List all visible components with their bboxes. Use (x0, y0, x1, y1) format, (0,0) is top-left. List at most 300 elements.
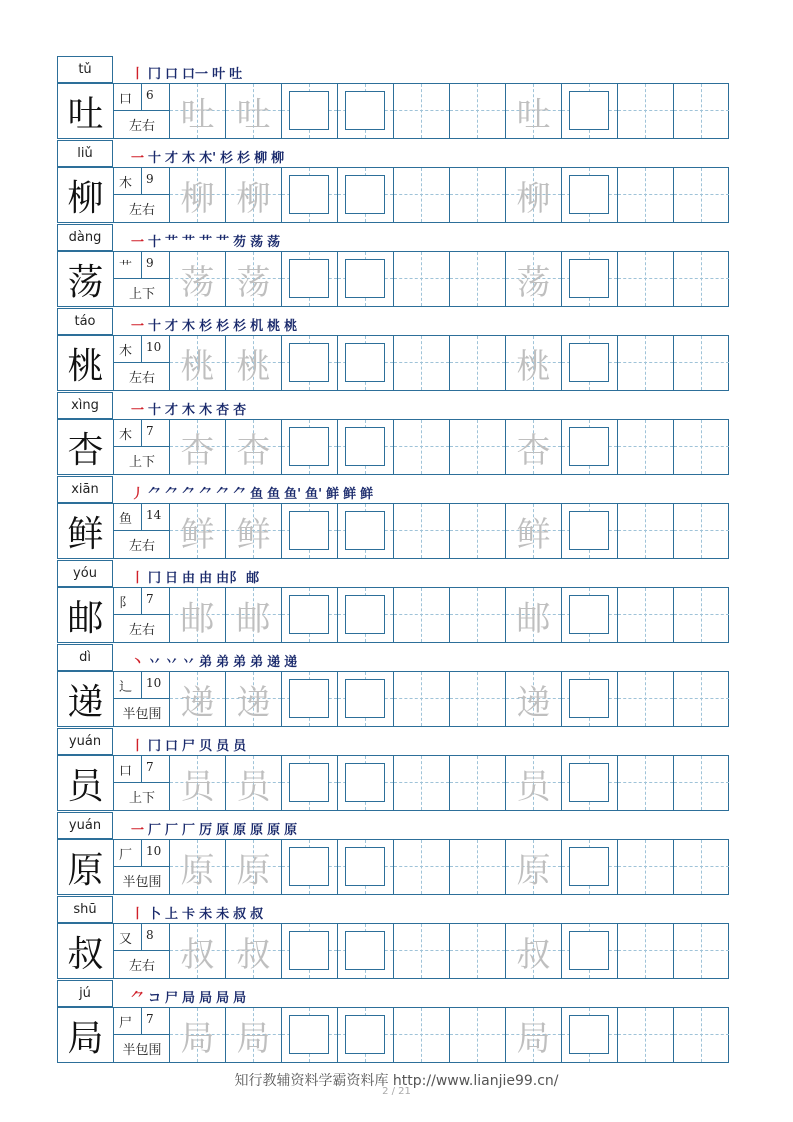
practice-cell[interactable] (618, 420, 674, 474)
practice-cell[interactable] (562, 588, 618, 642)
trace-cell[interactable] (170, 504, 226, 558)
practice-cell[interactable] (562, 168, 618, 222)
structure-label: 半包围 (122, 875, 162, 890)
character-info (114, 168, 170, 222)
stroke-order-sequence (131, 564, 263, 586)
trace-character: 桃 (180, 346, 215, 387)
practice-cell[interactable] (282, 84, 338, 138)
trace-character: 叔 (516, 934, 551, 975)
trace-cell[interactable] (506, 588, 562, 642)
trace-cell[interactable] (506, 84, 562, 138)
practice-cell[interactable] (338, 672, 394, 726)
practice-cell[interactable] (674, 420, 730, 474)
trace-character: 吐 (180, 94, 215, 135)
practice-cell[interactable] (282, 840, 338, 894)
inner-square-guide (569, 931, 609, 970)
stroke-order-sequence (131, 312, 301, 334)
trace-cell[interactable] (226, 924, 282, 978)
trace-character: 邮 (516, 598, 551, 639)
practice-cell[interactable] (394, 336, 450, 390)
trace-character: 递 (180, 682, 215, 723)
trace-character: 叔 (180, 934, 215, 975)
structure-label: 上下 (128, 287, 155, 302)
stroke-step: 艹 (199, 235, 213, 250)
stroke-step: 柳 (254, 151, 268, 166)
inner-square-guide (289, 931, 329, 970)
writing-grid (57, 335, 729, 391)
trace-cell[interactable] (506, 168, 562, 222)
inner-square-guide (569, 763, 609, 802)
trace-cell[interactable] (226, 672, 282, 726)
trace-character: 原 (236, 850, 271, 891)
pinyin-label: yuán (57, 812, 113, 839)
character-row (57, 560, 729, 644)
stroke-step: 十 (148, 235, 162, 250)
stroke-count: 7 (146, 424, 154, 438)
practice-cell[interactable] (618, 504, 674, 558)
practice-cell[interactable] (282, 756, 338, 810)
practice-cell[interactable] (674, 924, 730, 978)
radical: 木 (119, 176, 133, 191)
character-info (114, 504, 170, 558)
radical: 口 (119, 764, 133, 779)
inner-square-guide (345, 847, 385, 886)
practice-cell[interactable] (450, 84, 506, 138)
practice-cell[interactable] (562, 1008, 618, 1062)
stroke-step: 杉 (220, 151, 234, 166)
radical: 厂 (119, 848, 133, 863)
pinyin-label: liǔ (57, 140, 113, 167)
practice-cell[interactable] (618, 672, 674, 726)
trace-cell[interactable] (170, 84, 226, 138)
stroke-step: 局 (182, 991, 196, 1006)
practice-cell[interactable] (394, 924, 450, 978)
practice-cell[interactable] (338, 252, 394, 306)
stroke-step: 叔 (233, 907, 247, 922)
practice-cell[interactable] (394, 420, 450, 474)
practice-cell[interactable] (282, 588, 338, 642)
practice-cell[interactable] (562, 336, 618, 390)
character-row (57, 140, 729, 224)
practice-cell[interactable] (674, 168, 730, 222)
stroke-step: 鱼' (305, 487, 323, 502)
stroke-step: 由 (182, 571, 196, 586)
trace-character: 邮 (180, 598, 215, 639)
inner-square-guide (569, 595, 609, 634)
inner-square-guide (289, 1015, 329, 1054)
practice-sheet (57, 56, 729, 1064)
structure-label: 左右 (128, 119, 155, 134)
structure-label: 左右 (128, 623, 155, 638)
stroke-step: 口 (165, 67, 179, 82)
stroke-order-sequence (131, 984, 250, 1006)
stroke-step: 未 (216, 907, 230, 922)
inner-square-guide (345, 763, 385, 802)
stroke-step: 荡 (267, 235, 281, 250)
practice-cell[interactable] (394, 168, 450, 222)
stroke-step: 才 (165, 403, 179, 418)
inner-square-guide (345, 427, 385, 466)
practice-cell[interactable] (562, 924, 618, 978)
stroke-step: 弟 (216, 655, 230, 670)
inner-square-guide (569, 847, 609, 886)
stroke-step: ⺈ (199, 487, 213, 502)
stroke-step: 木 (182, 319, 196, 334)
stroke-step: 桃 (284, 319, 298, 334)
stroke-step: 口 (165, 739, 179, 754)
inner-square-guide (345, 1015, 385, 1054)
practice-cell[interactable] (618, 1008, 674, 1062)
pinyin-label: dàng (57, 224, 113, 251)
stroke-step: 由 (199, 571, 213, 586)
pinyin-label: xìng (57, 392, 113, 419)
model-character: 递 (58, 672, 114, 726)
practice-cell[interactable] (338, 84, 394, 138)
trace-character: 荡 (516, 262, 551, 303)
stroke-step: 卜 (148, 907, 162, 922)
inner-square-guide (289, 511, 329, 550)
stroke-step: 员 (233, 739, 247, 754)
pinyin-label: tǔ (57, 56, 113, 83)
trace-character: 荡 (236, 262, 271, 303)
stroke-step: 丨 (131, 67, 145, 82)
stroke-step: 厂 (148, 823, 162, 838)
stroke-step: ⺈ (233, 487, 247, 502)
trace-character: 杏 (236, 430, 271, 471)
stroke-step: ⺈ (148, 487, 162, 502)
practice-cell[interactable] (394, 672, 450, 726)
practice-cell[interactable] (618, 840, 674, 894)
inner-square-guide (345, 175, 385, 214)
practice-cell[interactable] (338, 504, 394, 558)
stroke-count: 7 (146, 592, 154, 606)
practice-cell[interactable] (450, 924, 506, 978)
trace-character: 桃 (236, 346, 271, 387)
trace-cell[interactable] (226, 504, 282, 558)
stroke-step: 丶 (131, 655, 145, 670)
stroke-step: 木' (199, 151, 217, 166)
stroke-step: 鲜 (360, 487, 374, 502)
writing-grid (57, 671, 729, 727)
practice-cell[interactable] (618, 588, 674, 642)
stroke-step: 十 (148, 403, 162, 418)
trace-cell[interactable] (506, 504, 562, 558)
inner-square-guide (569, 343, 609, 382)
trace-cell[interactable] (170, 252, 226, 306)
stroke-order-sequence (131, 900, 267, 922)
character-info (114, 756, 170, 810)
stroke-step: 一 (131, 823, 145, 838)
practice-cell[interactable] (450, 252, 506, 306)
trace-character: 鲜 (236, 514, 271, 555)
trace-cell[interactable] (506, 1008, 562, 1062)
trace-character: 局 (180, 1018, 215, 1059)
model-character: 鲜 (58, 504, 114, 558)
trace-character: 邮 (236, 598, 271, 639)
trace-cell[interactable] (226, 840, 282, 894)
stroke-step: 柳 (271, 151, 285, 166)
stroke-step: 木 (182, 151, 196, 166)
trace-cell[interactable] (226, 756, 282, 810)
trace-character: 递 (236, 682, 271, 723)
stroke-step: 原 (267, 823, 281, 838)
practice-cell[interactable] (394, 588, 450, 642)
trace-cell[interactable] (226, 588, 282, 642)
stroke-step: 原 (216, 823, 230, 838)
practice-cell[interactable] (338, 588, 394, 642)
practice-cell[interactable] (282, 252, 338, 306)
stroke-step: 厂 (182, 823, 196, 838)
practice-cell[interactable] (618, 252, 674, 306)
inner-square-guide (289, 679, 329, 718)
stroke-step: 员 (216, 739, 230, 754)
inner-square-guide (569, 1015, 609, 1054)
practice-cell[interactable] (394, 504, 450, 558)
practice-cell[interactable] (282, 420, 338, 474)
trace-cell[interactable] (506, 924, 562, 978)
inner-square-guide (289, 343, 329, 382)
stroke-step: 鲜 (326, 487, 340, 502)
trace-character: 柳 (516, 178, 551, 219)
stroke-step: 贝 (199, 739, 213, 754)
stroke-step: 木 (182, 403, 196, 418)
pinyin-label: táo (57, 308, 113, 335)
practice-cell[interactable] (394, 840, 450, 894)
stroke-count: 6 (146, 88, 154, 102)
practice-cell[interactable] (674, 504, 730, 558)
practice-cell[interactable] (394, 252, 450, 306)
character-info (114, 84, 170, 138)
model-character: 叔 (58, 924, 114, 978)
inner-square-guide (289, 763, 329, 802)
character-info (114, 1008, 170, 1062)
trace-cell[interactable] (170, 336, 226, 390)
practice-cell[interactable] (394, 84, 450, 138)
character-row (57, 476, 729, 560)
inner-square-guide (289, 91, 329, 130)
character-row (57, 896, 729, 980)
trace-character: 桃 (516, 346, 551, 387)
trace-cell[interactable] (226, 84, 282, 138)
character-info (114, 252, 170, 306)
structure-label: 上下 (128, 455, 155, 470)
trace-character: 局 (236, 1018, 271, 1059)
inner-square-guide (345, 595, 385, 634)
practice-cell[interactable] (282, 672, 338, 726)
stroke-count: 9 (146, 172, 154, 186)
practice-cell[interactable] (674, 672, 730, 726)
stroke-step: 一 (131, 403, 145, 418)
practice-cell[interactable] (674, 1008, 730, 1062)
inner-square-guide (569, 259, 609, 298)
stroke-step: 丨 (131, 571, 145, 586)
pinyin-label: jú (57, 980, 113, 1007)
practice-cell[interactable] (674, 840, 730, 894)
stroke-step: 丷 (165, 655, 179, 670)
practice-cell[interactable] (674, 336, 730, 390)
trace-cell[interactable] (170, 168, 226, 222)
practice-cell[interactable] (562, 420, 618, 474)
trace-character: 局 (516, 1018, 551, 1059)
practice-cell[interactable] (562, 672, 618, 726)
writing-grid (57, 587, 729, 643)
trace-cell[interactable] (226, 336, 282, 390)
stroke-step: 叶 (212, 67, 226, 82)
pinyin-label: xiān (57, 476, 113, 503)
trace-character: 荡 (180, 262, 215, 303)
practice-cell[interactable] (338, 336, 394, 390)
trace-cell[interactable] (226, 252, 282, 306)
radical: 尸 (119, 1016, 133, 1031)
model-character: 杏 (58, 420, 114, 474)
structure-label: 半包围 (122, 1043, 162, 1058)
practice-cell[interactable] (618, 756, 674, 810)
model-character: 荡 (58, 252, 114, 306)
stroke-order-sequence (131, 816, 301, 838)
practice-cell[interactable] (338, 840, 394, 894)
stroke-step: 机 (250, 319, 264, 334)
stroke-step: 口一 (182, 67, 209, 82)
practice-cell[interactable] (562, 840, 618, 894)
stroke-step: 杉 (216, 319, 230, 334)
trace-character: 鲜 (180, 514, 215, 555)
practice-cell[interactable] (450, 756, 506, 810)
trace-cell[interactable] (170, 756, 226, 810)
radical: 木 (119, 428, 133, 443)
trace-cell[interactable] (506, 336, 562, 390)
structure-label: 左右 (128, 203, 155, 218)
stroke-step: 厂 (165, 823, 179, 838)
trace-cell[interactable] (226, 168, 282, 222)
stroke-step: 原 (233, 823, 247, 838)
trace-cell[interactable] (226, 420, 282, 474)
practice-cell[interactable] (394, 1008, 450, 1062)
inner-square-guide (345, 259, 385, 298)
trace-cell[interactable] (506, 756, 562, 810)
practice-cell[interactable] (450, 504, 506, 558)
practice-cell[interactable] (562, 252, 618, 306)
stroke-step: 丨 (131, 907, 145, 922)
stroke-step: 丷 (182, 655, 196, 670)
practice-cell[interactable] (282, 924, 338, 978)
stroke-step: ⺈ (216, 487, 230, 502)
stroke-step: 杉 (199, 319, 213, 334)
writing-grid (57, 419, 729, 475)
stroke-step: 局 (233, 991, 247, 1006)
structure-label: 左右 (128, 959, 155, 974)
writing-grid (57, 923, 729, 979)
radical: 木 (119, 344, 133, 359)
stroke-count: 7 (146, 1012, 154, 1026)
trace-cell[interactable] (170, 672, 226, 726)
trace-cell[interactable] (170, 840, 226, 894)
practice-cell[interactable] (562, 504, 618, 558)
model-character: 邮 (58, 588, 114, 642)
stroke-count: 7 (146, 760, 154, 774)
trace-character: 吐 (516, 94, 551, 135)
trace-cell[interactable] (506, 672, 562, 726)
stroke-step: 冂 (148, 739, 162, 754)
trace-character: 员 (236, 766, 271, 807)
stroke-step: 荡 (250, 235, 264, 250)
stroke-count: 9 (146, 256, 154, 270)
practice-cell[interactable] (562, 756, 618, 810)
trace-character: 原 (180, 850, 215, 891)
trace-cell[interactable] (170, 924, 226, 978)
writing-grid (57, 755, 729, 811)
stroke-step: 弟 (233, 655, 247, 670)
practice-cell[interactable] (450, 1008, 506, 1062)
stroke-step: 上 (165, 907, 179, 922)
stroke-step: 一 (131, 319, 145, 334)
trace-character: 杏 (516, 430, 551, 471)
practice-cell[interactable] (338, 756, 394, 810)
practice-cell[interactable] (282, 1008, 338, 1062)
practice-cell[interactable] (450, 168, 506, 222)
practice-cell[interactable] (450, 672, 506, 726)
practice-cell[interactable] (450, 420, 506, 474)
practice-cell[interactable] (450, 588, 506, 642)
radical: 又 (119, 932, 133, 947)
stroke-step: 十 (148, 319, 162, 334)
inner-square-guide (289, 259, 329, 298)
practice-cell[interactable] (338, 924, 394, 978)
trace-cell[interactable] (506, 252, 562, 306)
practice-cell[interactable] (618, 168, 674, 222)
character-info (114, 840, 170, 894)
pinyin-label: yóu (57, 560, 113, 587)
stroke-count: 14 (146, 508, 162, 522)
stroke-order-sequence (131, 732, 250, 754)
stroke-step: 才 (165, 151, 179, 166)
character-row (57, 56, 729, 140)
practice-cell[interactable] (618, 924, 674, 978)
practice-cell[interactable] (394, 756, 450, 810)
character-row (57, 224, 729, 308)
practice-cell[interactable] (450, 336, 506, 390)
practice-cell[interactable] (338, 168, 394, 222)
trace-cell[interactable] (226, 1008, 282, 1062)
stroke-step: 丿 (131, 487, 145, 502)
stroke-order-sequence (131, 480, 377, 502)
practice-cell[interactable] (618, 84, 674, 138)
trace-cell[interactable] (506, 840, 562, 894)
practice-cell[interactable] (674, 588, 730, 642)
trace-cell[interactable] (170, 1008, 226, 1062)
practice-cell[interactable] (282, 168, 338, 222)
practice-cell[interactable] (618, 336, 674, 390)
practice-cell[interactable] (562, 84, 618, 138)
trace-cell[interactable] (506, 420, 562, 474)
stroke-step: 吐 (229, 67, 243, 82)
stroke-step: 日 (165, 571, 179, 586)
practice-cell[interactable] (674, 756, 730, 810)
trace-cell[interactable] (170, 588, 226, 642)
practice-cell[interactable] (338, 420, 394, 474)
trace-character: 柳 (236, 178, 271, 219)
writing-grid (57, 167, 729, 223)
trace-cell[interactable] (170, 420, 226, 474)
trace-character: 柳 (180, 178, 215, 219)
practice-cell[interactable] (282, 336, 338, 390)
stroke-step: 原 (284, 823, 298, 838)
practice-cell[interactable] (338, 1008, 394, 1062)
practice-cell[interactable] (450, 840, 506, 894)
practice-cell[interactable] (674, 252, 730, 306)
practice-cell[interactable] (674, 84, 730, 138)
practice-cell[interactable] (282, 504, 338, 558)
stroke-step: 弟 (199, 655, 213, 670)
